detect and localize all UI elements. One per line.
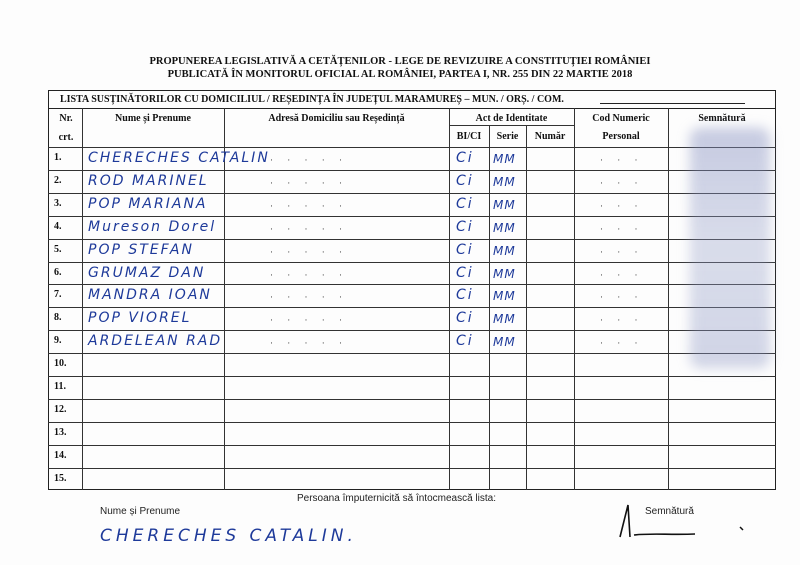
id-type: Ci: [456, 241, 474, 258]
row-number: 12.: [54, 403, 67, 415]
id-series: MM: [493, 174, 516, 189]
row-number: 15.: [54, 472, 67, 484]
redacted-address: · · · · ·: [270, 177, 348, 188]
redacted-address: · · · · ·: [270, 338, 348, 349]
id-type: Ci: [456, 310, 474, 327]
row-divider: [48, 193, 776, 194]
id-series: MM: [493, 289, 516, 304]
col-divider-numar: [574, 108, 575, 490]
redacted-address: · · · · ·: [270, 246, 348, 257]
header-bici: BI/CI: [456, 131, 482, 142]
authorized-signature: [600, 497, 760, 547]
id-type: Ci: [456, 287, 474, 304]
id-series: MM: [493, 220, 516, 235]
redacted-cnp: · · ·: [600, 200, 644, 211]
id-type: Ci: [456, 264, 474, 281]
col-divider-cnp: [668, 108, 669, 490]
header-act: Act de Identitate: [475, 113, 548, 124]
col-divider-serie: [526, 125, 527, 490]
redacted-cnp: · · ·: [600, 177, 644, 188]
row-number: 6.: [54, 266, 62, 278]
id-type: Ci: [456, 150, 474, 166]
row-divider: [48, 216, 776, 217]
row-number: 5.: [54, 243, 62, 255]
redacted-address: · · · · ·: [270, 269, 348, 280]
redacted-address: · · · · ·: [270, 315, 348, 326]
row-divider: [48, 330, 776, 331]
header-cnp-2: Personal: [602, 131, 640, 142]
header-line-1: PROPUNEREA LEGISLATIVĂ A CETĂȚENILOR - LEGE DE REVIZUIRE A CONSTITUȚIEI ROMÂNIEI: [149, 56, 651, 67]
row-number: 2.: [54, 174, 62, 186]
row-number: 14.: [54, 449, 67, 461]
supporter-name: CHERECHES CATALIN: [88, 150, 270, 166]
redacted-cnp: · · ·: [600, 155, 644, 165]
document-header: [0, 55, 800, 81]
id-series: MM: [493, 335, 516, 350]
header-cnp-1: Cod Numeric: [592, 113, 650, 124]
header-bottom-line: [48, 147, 776, 148]
header-address: Adresă Domiciliu sau Reședință: [268, 113, 405, 124]
locality-blank-line: [600, 103, 745, 104]
blurred-signatures: [690, 128, 770, 368]
redacted-cnp: · · ·: [600, 269, 644, 280]
header-line-2: PUBLICATĂ ÎN MONITORUL OFICIAL AL ROMÂNIEI, PARTEA I, NR. 255 DIN 22 MARTIE 2018: [167, 69, 633, 80]
redacted-cnp: · · ·: [600, 292, 644, 303]
row-number: 3.: [54, 197, 62, 209]
supporter-name: GRUMAZ DAN: [88, 264, 206, 281]
col-divider-nr: [82, 108, 83, 490]
row-number: 13.: [54, 426, 67, 438]
row-divider: [48, 445, 776, 446]
supporter-name: Mureson Dorel: [88, 218, 217, 235]
row-number: 1.: [54, 152, 62, 163]
footer-signature-label: Semnătură: [645, 506, 694, 517]
supporter-name: ARDELEAN RAD: [88, 333, 223, 350]
header-name: Nume și Prenume: [115, 113, 191, 124]
id-type: Ci: [456, 195, 474, 212]
row-divider: [48, 307, 776, 308]
row-divider: [48, 262, 776, 263]
supporter-name: POP MARIANA: [88, 195, 208, 212]
id-series: MM: [493, 266, 516, 281]
header-serie: Serie: [496, 131, 519, 142]
row-divider: [48, 422, 776, 423]
row-number: 4.: [54, 220, 62, 232]
redacted-address: · · · · ·: [270, 200, 348, 211]
footer-name-value: CHERECHES CATALIN.: [100, 526, 357, 546]
list-title: LISTA SUSȚINĂTORILOR CU DOMICILIUL / REȘEDINȚA ÎN JUDEȚUL MARAMUREȘ – MUN. / ORȘ. / COM.: [60, 94, 564, 105]
id-series: MM: [493, 197, 516, 212]
id-type: Ci: [456, 333, 474, 350]
id-series: MM: [493, 312, 516, 327]
row-divider: [48, 376, 776, 377]
header-nr: Nr.: [59, 113, 73, 124]
act-subheader-line: [449, 125, 574, 126]
col-divider-bici: [489, 125, 490, 490]
row-divider: [48, 284, 776, 285]
id-series: MM: [493, 152, 516, 166]
supporter-name: POP VIOREL: [88, 310, 192, 327]
redacted-address: · · · · ·: [270, 155, 348, 165]
id-type: Ci: [456, 218, 474, 235]
header-signature: Semnătură: [698, 113, 746, 124]
row-number: 10.: [54, 358, 67, 370]
row-number: 11.: [54, 381, 66, 392]
header-numar: Număr: [534, 131, 566, 142]
row-divider: [48, 399, 776, 400]
redacted-cnp: · · ·: [600, 315, 644, 326]
id-series: MM: [493, 243, 516, 258]
authorized-person-label: Persoana împuternicită să întocmească lista:: [297, 493, 496, 504]
redacted-address: · · · · ·: [270, 292, 348, 303]
supporter-name: MANDRA IOAN: [88, 287, 212, 304]
redacted-cnp: · · ·: [600, 246, 644, 257]
footer-name-label: Nume și Prenume: [100, 506, 181, 517]
header-crt: crt.: [58, 132, 74, 143]
row-divider: [48, 353, 776, 354]
supporter-name: ROD MARINEL: [88, 172, 209, 189]
col-divider-address: [449, 108, 450, 490]
redacted-cnp: · · ·: [600, 338, 644, 349]
row-number: 9.: [54, 335, 62, 347]
row-number: 7.: [54, 289, 62, 301]
row-divider: [48, 468, 776, 469]
redacted-address: · · · · ·: [270, 223, 348, 234]
supporter-name: POP STEFAN: [88, 241, 194, 258]
redacted-cnp: · · ·: [600, 223, 644, 234]
row-divider: [48, 239, 776, 240]
id-type: Ci: [456, 172, 474, 189]
row-number: 8.: [54, 312, 62, 324]
row-divider: [48, 170, 776, 171]
